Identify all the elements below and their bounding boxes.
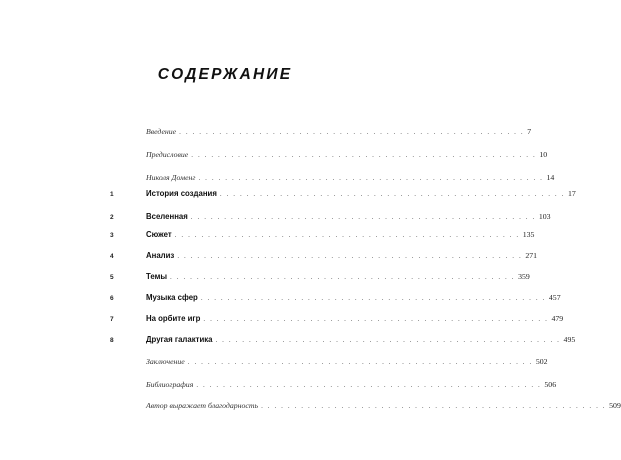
entry-title: Предисловие	[146, 150, 189, 159]
dot-leader: . . . . . . . . . . . . . . . . . . . . . . . . . . . . . . . . . . . . . . . . . . . . . . . . . . . .	[177, 252, 523, 260]
toc-entry-chapter-1[interactable]	[110, 186, 576, 202]
dot-leader: . . . . . . . . . . . . . . . . . . . . . . . . . . . . . . . . . . . . . . . . . . . . . . . . . . . .	[200, 294, 546, 302]
entry-title: Автор выражает благодарность	[146, 401, 259, 410]
page-number: 14	[546, 173, 555, 182]
chapter-number: 6	[110, 295, 114, 302]
entry-title: Сюжет	[146, 230, 172, 239]
entry-title: Музыка сфер	[146, 293, 198, 302]
dot-leader: . . . . . . . . . . . . . . . . . . . . . . . . . . . . . . . . . . . . . . . . . . . . . . . . . . . .	[198, 174, 544, 182]
chapter-number: 7	[110, 316, 114, 323]
chapter-number: 5	[110, 274, 114, 281]
entry-title: Введение	[146, 127, 177, 136]
dot-leader: . . . . . . . . . . . . . . . . . . . . . . . . . . . . . . . . . . . . . . . . . . . . . . . . . . . .	[196, 381, 542, 389]
dot-leader: . . . . . . . . . . . . . . . . . . . . . . . . . . . . . . . . . . . . . . . . . . . . . . . . . . . .	[203, 315, 549, 323]
entry-title: Николя Доменг	[146, 173, 196, 182]
toc-entry-conclusion[interactable]	[110, 354, 548, 370]
toc-entry-chapter-7[interactable]	[110, 311, 564, 327]
chapter-number: 2	[110, 214, 114, 221]
toc-entry-chapter-4[interactable]	[110, 248, 538, 264]
toc-entry-chapter-3[interactable]	[110, 227, 535, 243]
toc-entry-introduction[interactable]	[110, 124, 532, 140]
entry-title: История создания	[146, 189, 217, 198]
chapter-number: 3	[110, 232, 114, 239]
toc-entry-chapter-5[interactable]	[110, 269, 530, 285]
page-number: 103	[538, 212, 551, 221]
dot-leader: . . . . . . . . . . . . . . . . . . . . . . . . . . . . . . . . . . . . . . . . . . . . . . . . . . . .	[191, 151, 537, 159]
dot-leader: . . . . . . . . . . . . . . . . . . . . . . . . . . . . . . . . . . . . . . . . . . . . . . . . . . . .	[187, 358, 533, 366]
dot-leader: . . . . . . . . . . . . . . . . . . . . . . . . . . . . . . . . . . . . . . . . . . . . . . . . . . . .	[190, 213, 536, 221]
page-number: 506	[544, 380, 557, 389]
dot-leader: . . . . . . . . . . . . . . . . . . . . . . . . . . . . . . . . . . . . . . . . . . . . . . . . . . . .	[219, 190, 565, 198]
dot-leader: . . . . . . . . . . . . . . . . . . . . . . . . . . . . . . . . . . . . . . . . . . . . . . . . . . . .	[261, 402, 607, 410]
dot-leader: . . . . . . . . . . . . . . . . . . . . . . . . . . . . . . . . . . . . . . . . . . . . . . . . . . . .	[215, 336, 561, 344]
toc-entry-chapter-6[interactable]	[110, 290, 561, 306]
page-number: 135	[522, 230, 535, 239]
dot-leader: . . . . . . . . . . . . . . . . . . . . . . . . . . . . . . . . . . . . . . . . . . . . . . . . . . . .	[170, 273, 516, 281]
page-number: 10	[539, 150, 548, 159]
page-number: 479	[551, 314, 564, 323]
entry-title: Анализ	[146, 251, 175, 260]
table-of-contents	[110, 0, 621, 460]
toc-entry-preface[interactable]	[110, 147, 548, 163]
entry-title: Темы	[146, 272, 168, 281]
entry-title: Вселенная	[146, 212, 188, 221]
chapter-number: 4	[110, 253, 114, 260]
toc-entry-chapter-8[interactable]	[110, 332, 576, 348]
entry-title: Заключение	[146, 357, 185, 366]
chapter-number: 1	[110, 191, 114, 198]
page-number: 502	[535, 357, 548, 366]
page-number: 271	[525, 251, 538, 260]
page-number: 509	[609, 401, 621, 410]
toc-entry-nicolas-domeng[interactable]	[110, 170, 555, 186]
toc-entry-chapter-2[interactable]	[110, 209, 551, 225]
page-title: СОДЕРЖАНИЕ	[157, 66, 293, 83]
entry-title: На орбите игр	[146, 314, 201, 323]
dot-leader: . . . . . . . . . . . . . . . . . . . . . . . . . . . . . . . . . . . . . . . . . . . . . . . . . . . .	[179, 128, 525, 136]
page-number: 7	[527, 127, 532, 136]
page-number: 359	[518, 272, 530, 281]
toc-entry-bibliography[interactable]	[110, 377, 557, 393]
toc-entry-acknowledgements[interactable]	[110, 398, 621, 414]
page-number: 17	[567, 189, 576, 198]
dot-leader: . . . . . . . . . . . . . . . . . . . . . . . . . . . . . . . . . . . . . . . . . . . . . . . . . . . .	[174, 231, 520, 239]
page-number: 495	[563, 335, 576, 344]
chapter-number: 8	[110, 337, 114, 344]
entry-title: Библиография	[146, 380, 194, 389]
entry-title: Другая галактика	[146, 335, 213, 344]
page-number: 457	[548, 293, 561, 302]
